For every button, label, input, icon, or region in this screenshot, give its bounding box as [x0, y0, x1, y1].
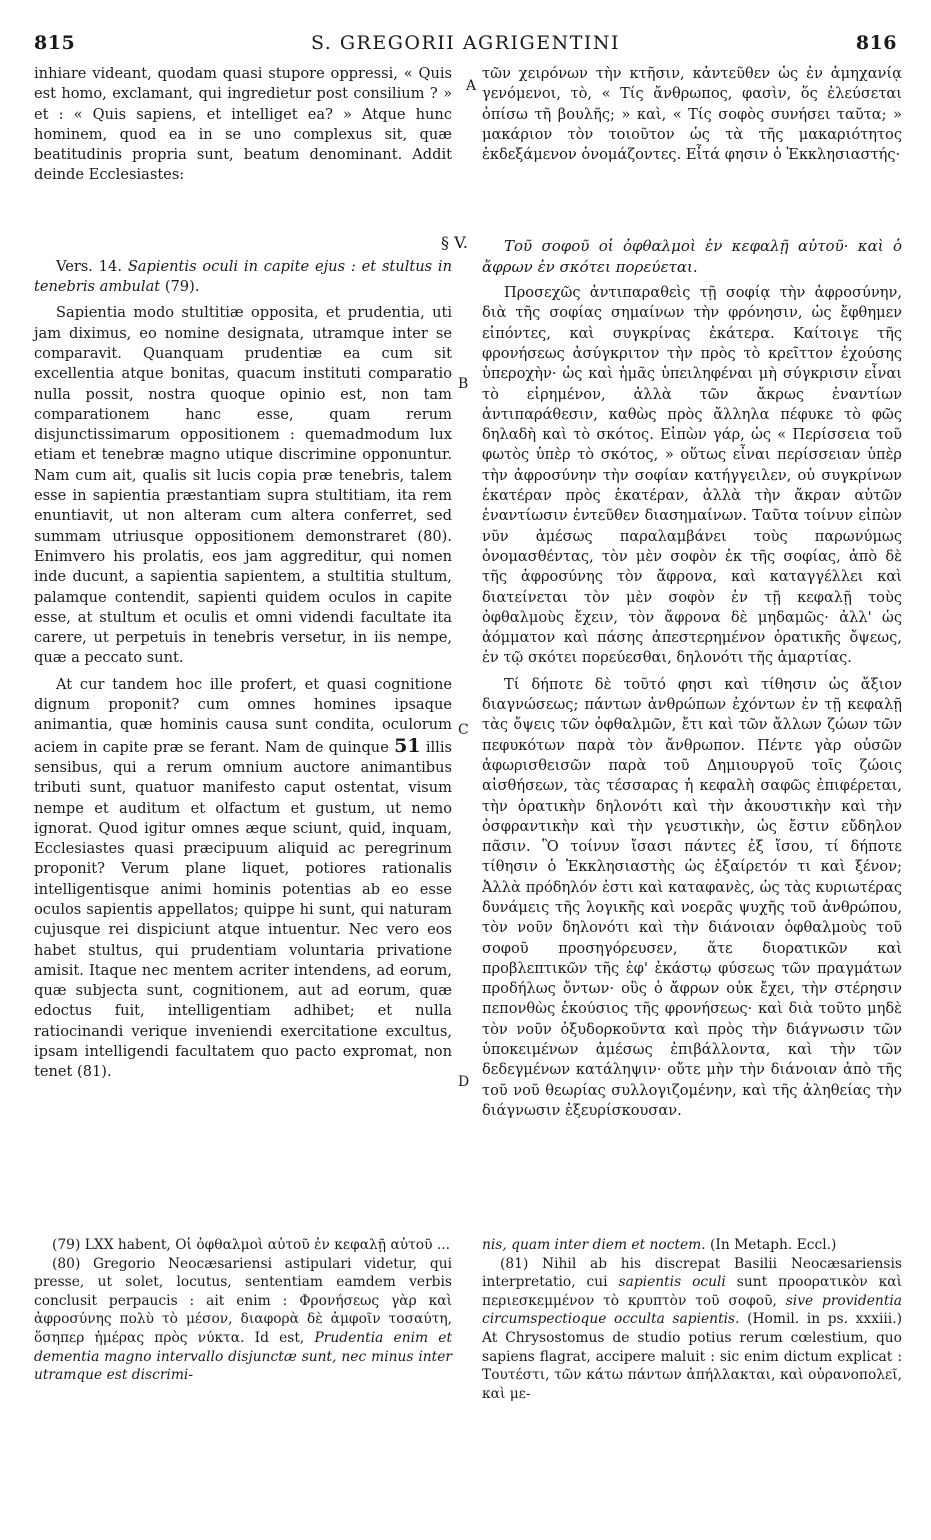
latin-paragraph-3-start: At cur tandem hoc ille profert, et quasi cognitione dignum proponit? cum omnes homines ipsaque animantia, quæ hominis causa sunt condita, oculorum aciem in capite præ se ferant. Nam de quinque [34, 675, 452, 756]
footnote-79: (79) LXX habent, Οἱ ὀφθαλμοὶ αὐτοῦ ἐν κεφαλῇ αὐτοῦ ... [52, 1237, 451, 1253]
page-number-left: 815 [34, 32, 76, 54]
latin-column [34, 64, 452, 1083]
running-title: S. GREGORII AGRIGENTINI [310, 32, 621, 54]
verse-note-ref: (79). [164, 278, 200, 296]
footnote-81-c: sunt προορατικὸν καὶ περιεσκεμμένον τὸ κρυπτὸν τοῦ σοφοῦ, [482, 1274, 902, 1309]
footnote-81-d: sive providentia circumspectioque occulta sapientis. [482, 1292, 903, 1328]
footnote-80-italic: Prudentia enim et dementia magno intervallo disjunctæ sunt, nec minus inter utramque est discrimi- [34, 1329, 453, 1384]
greek-column [482, 64, 902, 1121]
footnote-80 [34, 1255, 452, 1385]
latin-paragraph-2: Sapientia modo stultitiæ opposita, et prudentia, uti jam diximus, eo nomine designata, utramque inter se comparavit. Quanquam prudentiæ ea cum sit excellentia atque bonitas, quacum instituti comparatio nulla possit, nostra quoque opinio est, non tam comparationem hanc esse, quam rerum disjunctissimarum oppositionem : quemadmodum lux etiam et tenebræ magno utique discrimine opponuntur. Nam cum ait, qualis sit lucis copia præ tenebris, talem esse in sapientia præstantiam supra stultitiam, ita rem enuntiavit, ut non alteram cum altera conferret, sed summam utriusque oppositionem demonstraret (80). Enimvero his prolatis, eos jam aggreditur, qui nomen inde ducunt, a sapientia sapientem, a stultitia stultum, palamque contendit, sapienti quidem oculos in capite esse, at stultum et oculis et omni videndi facultate ita carere, ut perpetuis in tenebris versetur, in iis nempe, quæ a peccato sunt. [34, 304, 452, 667]
footnotes-right [482, 1236, 902, 1403]
footnote-81-a: (81) Nihil ab his discrepat Basilii Neocæsariensis interpretatio, cui [482, 1255, 902, 1291]
greek-verse-title: Τοῦ σοφοῦ οἱ ὀφθαλμοὶ ἐν κεφαλῇ αὐτοῦ· καὶ ὁ ἄφρων ἐν σκότει πορεύεται. [482, 237, 902, 276]
latin-paragraph-1: inhiare videant, quodam quasi stupore oppressi, « Quis est homo, exclamant, qui ingredietur post consilium ? » et : « Quis sapiens, et intelliget ea? » Atque hunc hominem, quod ea in se uno complexus sit, quæ beatitudinis propria sunt, beatum denominant. Addit deinde Ecclesiastes: [34, 65, 452, 184]
footnote-80-text: (80) Gregorio Neocæsariensi astipulari videtur, qui presse, ut solet, locutus, sententiam eamdem verbis conclusit perpaucis : ait enim : Φρονήσεως γὰρ καὶ ἀφροσύνης πολὺ τὸ μέσον, διαφορὰ δὲ ἀμφοῖν τοσαύτη, ὅσηπερ ἡμέρας πρὸς νύκτα. Id est, [34, 1255, 452, 1346]
verse-label: Vers. 14. [56, 257, 122, 275]
footnote-80-cont-italic: nis, quam inter diem et noctem. [482, 1237, 706, 1253]
footnote-80-source: (In Metaph. Eccl.) [710, 1237, 837, 1253]
greek-paragraph-1: τῶν χειρόνων τὴν κτῆσιν, κἀντεῦθεν ὡς ἐν ἀμηχανίᾳ γενόμενοι, τὸ, « Τίς ἄνθρωπος, φασὶν, ὅς ἐλεύσεται ὀπίσω τῆ βουλῆς; » καὶ, « Τίς σοφὸς συνήσει ταῦτα; » μακάριον τὸν τοιοῦτον ὡς τὰ τῆς μακαριότητος ἐκδεξάμενον ὀνομάζοντες. Εἶτά φησιν ὁ Ἐκκλησιαστής· [482, 65, 902, 164]
footnotes-left [34, 1236, 452, 1385]
margin-letter-b: B [458, 376, 469, 392]
verse-text: Sapientis oculi in capite ejus : et stultus in tenebris ambulat [34, 257, 453, 296]
footnote-81-e: (Homil. in ps. xxxiii.) At Chrysostomus de studio potius rerum cœlestium, quo sapiens flagrat, accipere maluit : sic enim dictum explicat : Τουτέστι, τῶν κάτω πάντων ἀπήλλακται, καὶ οὐρανοπολεῖ, καὶ με- [482, 1311, 902, 1402]
latin-paragraph-3-end: illis sensibus, qui a rerum omnium auctore animantibus tributi sunt, quatuor manifesto caput ostentat, visum nempe et auditum et olfactum et gustum, ut nemo ignorat. Quod igitur omnes æque sciunt, quid, inquam, Ecclesiastes quasi præcipuum aliquid ac peregrinum proponit? Verum plane liquet, potiores rationalis intelligentisque animi hominis potentias ab eo esse oculos sapientis appellatos; quippe hi sunt, qui naturam cujusque rei dispiciunt atque intuentur. Nec vero eos habet stultus, qui prudentiam voluntaria privatione amisit. Itaque nec mentem acriter intendens, ad eorum, quæ subjecta sunt, cognitionem, aut ad eorum, quæ edoctus fuit, intelligentiam adhibet; et nulla ratiocinandi verique inveniendi exercitatione excultus, ipsam intelligendi facultatem quo pacto expromat, non tenet (81). [34, 738, 452, 1081]
footnote-80-continued [482, 1236, 902, 1255]
margin-letter-c: C [458, 722, 469, 738]
latin-paragraph-3 [34, 675, 452, 1083]
section-mark: § V. [441, 233, 468, 252]
footnote-81 [482, 1255, 902, 1404]
margin-letter-a: A [466, 78, 477, 94]
greek-paragraph-3: Τί δήποτε δὲ τοῦτό φησι καὶ τίθησιν ὡς ἄξιον διαγνώσεως; πάντων ἀνθρώπων ἐχόντων ἐν τῇ κεφαλῇ τὰς ὄψεις τῶν ὀφθαλμῶν, ἔτι καὶ τῶν ἄλλων ζώων τῶν πεφυκότων παρὰ τὸν ἄνθρωπον. Πέντε γὰρ οὐσῶν ἀφωρισθεισῶν παρὰ τοῦ Δημιουργοῦ τοῖς ζώοις αἰσθήσεων, τὰς τέσσαρας ἡ κεφαλὴ σαφῶς ἐπιφέρεται, τὴν ὁρατικὴν δηλονότι καὶ τὴν ἀκουστικὴν καὶ τὴν ὀσφραντικὴν καὶ τὴν γευστικὴν, ὡς ἔστιν εὔδηλον πᾶσιν. Ὃ τοίνυν ἴσασι πάντες ἐξ ἴσου, τί δήποτε τίθησιν ὁ Ἐκκλησιαστὴς ὡς ἐξαίρετόν τι καὶ ξένον; Ἀλλὰ πρόδηλόν ἐστι καὶ καταφανὲς, ὡς τὰς κυριωτέρας δυνάμεις τῆς λογικῆς καὶ νοερᾶς ψυχῆς τοῦ ἀνθρώπου, τὸν νοῦν δηλονότι καὶ τὴν διάνοιαν ὀφθαλμοὺς τοῦ σοφοῦ προσηγόρευσεν, ἅτε διορατικῶν καὶ προβλεπτικῶν τῆς ἐφ' ἑκάστῳ φύσεως τῶν πραγμάτων προδήλως ὄντων· οὓς ὁ ἄφρων οὐκ ἔχει, τὴν στέρησιν πεπονθὼς ἑκούσιος τῆς φρονήσεως· καὶ διὰ τοῦτο μηδὲ τὸν νοῦν ὀξυδορκοῦντα καὶ πρὸς τὴν διάγνωσιν τῶν ὑποκειμένων ἀμέσως ἐπιβάλλοντα, καὶ τὴν τῶν δεδεγμένων κατάληψιν· οὔτε μὴν τὴν διάνοιαν ἀπὸ τῆς τοῦ νοῦ θεωρίας συλλογιζομένην, καὶ τῆς ἀληθείας τὴν διάγνωσιν ἐξευρίσκουσαν. [482, 675, 902, 1119]
latin-verse [34, 257, 452, 298]
page-header [34, 32, 897, 56]
page-number-right: 816 [855, 32, 897, 54]
footnote-81-b: sapientis oculi [618, 1274, 726, 1291]
margin-letter-d: D [458, 1074, 470, 1090]
greek-paragraph-2: Προσεχῶς ἀντιπαραθεὶς τῇ σοφίᾳ τὴν ἀφροσύνην, διὰ τῆς σοφίας σημαίνων τὴν φρόνησιν, ὡς ἔφθημεν εἰπόντες, καὶ συγκρίνας ἑκάτερα. Καίτοιγε τῆς φρονήσεως ἀσύγκριτον τὴν πρὸς τὸ κρεῖττον ἐχούσης ὑπεροχὴν· ὡς καὶ ἡμᾶς ὑπειληφέναι μὴ σύγκρισιν εἶναι τὸ εἰρημένον, ἀλλὰ τῶν ἄκρως ἐναντίων ἀντιπαράθεσιν, καθὼς πρὸς ἄλληλα πέφυκε τὸ φῶς δηλαδὴ καὶ τὸ σκότος. Εἰπὼν γάρ, ὡς « Περίσσεια τοῦ φωτὸς ὑπὲρ τὸ σκότος, » οὕτως εἶναι περίσσειαν ὑπὲρ τὴν ἀφροσύνην τὴν σοφίαν κατήγγειλεν, οὐ συγκρίνων ἑκατέραν πρὸς ἑκατέραν, ἀλλὰ τὴν ἄκραν αὐτῶν ἐναντίωσιν ἐντεῦθεν διασημαίνων. Ταῦτα τοίνυν εἰπὼν νῦν ἀμέσως παραλαμβάνει τοὺς παρωνύμως ὀνομασθέντας, τὸν μὲν σοφὸν ἐκ τῆς σοφίας, ἀπὸ δὲ τῆς ἀφροσύνης τὸν ἄφρονα, καὶ καταγγέλλει καὶ διατείνεται τὸν μὲν σοφὸν ἐν τῇ κεφαλῇ τοὺς ὀφθαλμοὺς ἔχειν, τὸν ἄφρονα δὲ μηδαμῶς· ἀλλ' ὡς ἀόμματον καὶ πάσης ἀπεστερημένον ὁρατικῆς ὄψεως, ἐν τῷ σκότει πορεύεσθαι, δηλονότι τῆς ἁμαρτίας. [482, 284, 902, 667]
column-number: 51 [394, 734, 421, 757]
